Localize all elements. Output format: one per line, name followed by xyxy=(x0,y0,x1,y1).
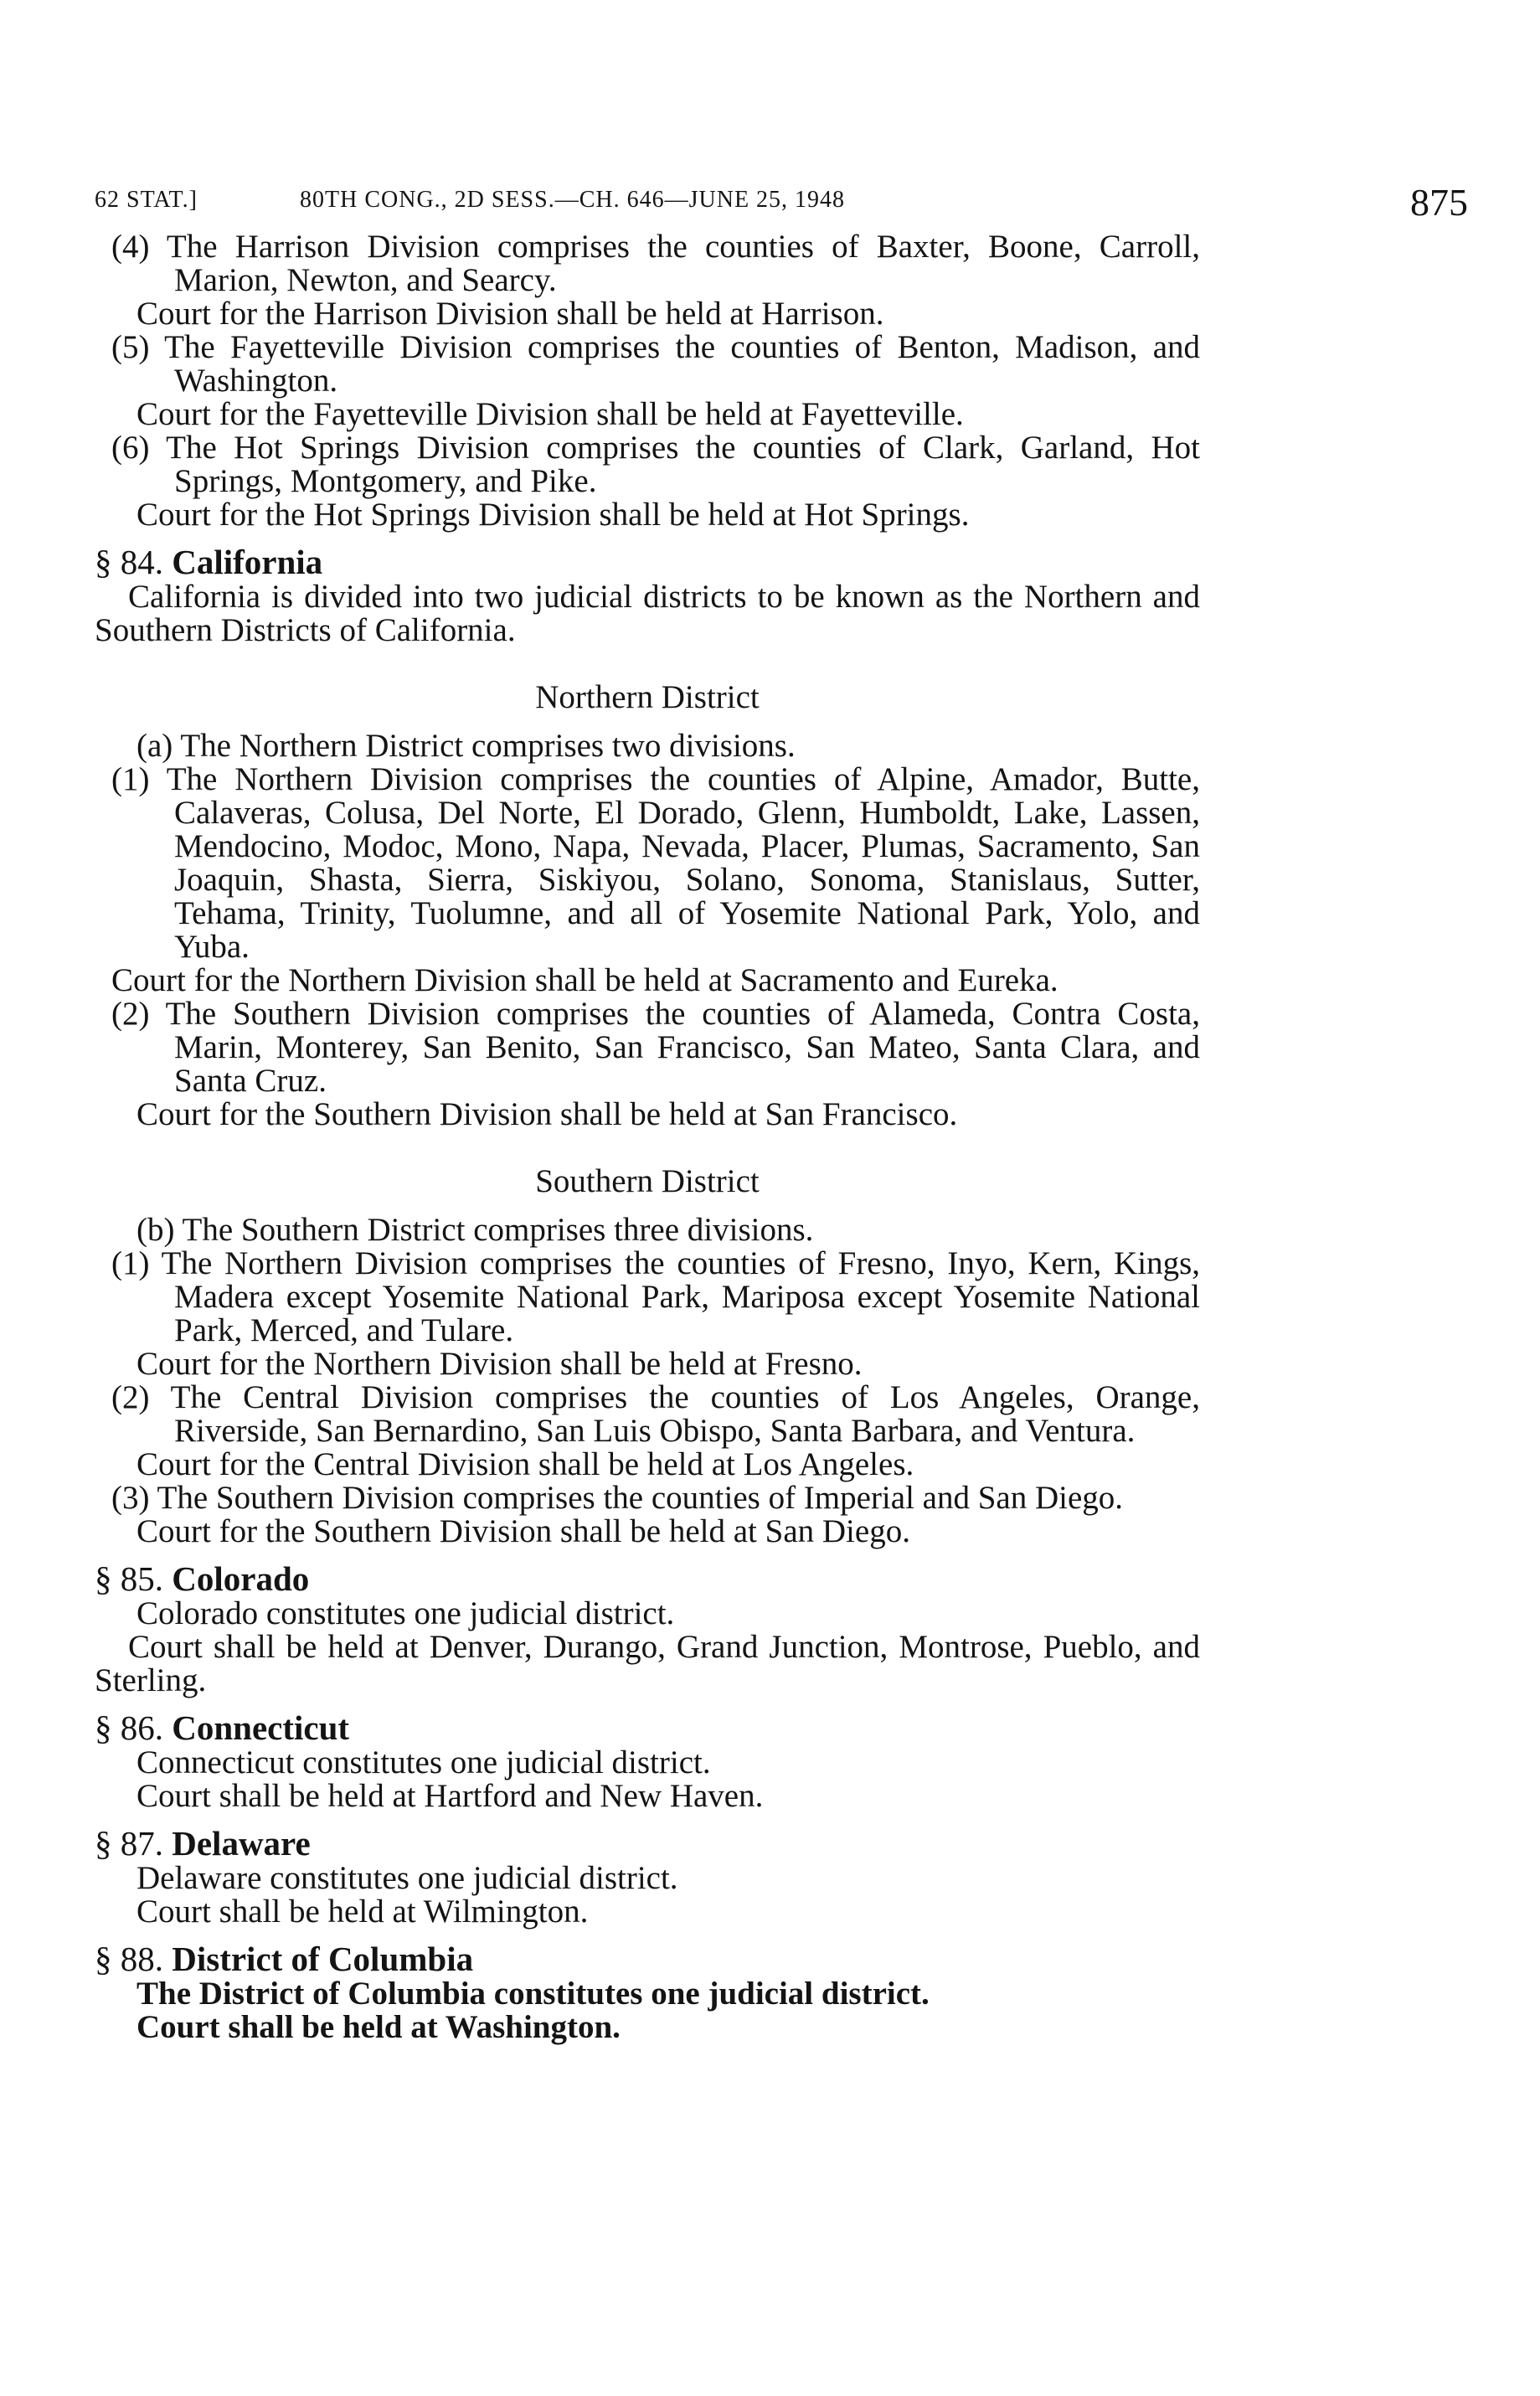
fayetteville-court: Court for the Fayetteville Division shall be held at Fayetteville. xyxy=(136,396,964,432)
colorado-district: Colorado constitutes one judicial district. xyxy=(136,1595,675,1631)
section-title: District of Columbia xyxy=(172,1940,474,1978)
section-86-heading xyxy=(95,1709,1200,1746)
harrison-court: Court for the Harrison Division shall be held at Harrison. xyxy=(136,296,884,332)
section-number: § 86. xyxy=(95,1708,163,1747)
california-intro: California is divided into two judicial districts to be known as the Northern and Southern Districts of California. xyxy=(95,579,1200,648)
delaware-district: Delaware constitutes one judicial district. xyxy=(136,1860,678,1896)
session-citation: 80TH CONG., 2D SESS.—CH. 646—JUNE 25, 1948 xyxy=(300,187,846,213)
dc-court: Court shall be held at Washington. xyxy=(136,2009,621,2045)
northern-district-title: Northern District xyxy=(535,679,760,715)
southern-district-title: Southern District xyxy=(535,1163,760,1199)
section-88-heading xyxy=(95,1940,1200,1977)
page-body xyxy=(95,230,1200,2044)
connecticut-district: Connecticut constitutes one judicial district. xyxy=(136,1744,711,1780)
section-title: Connecticut xyxy=(172,1708,350,1747)
page-number: 875 xyxy=(1410,181,1468,224)
harrison-division: (4) The Harrison Division comprises the counties of Baxter, Boone, Carroll, Marion, Newton, and Searcy. xyxy=(111,229,1200,298)
southern-district-division-1: (1) The Northern Division comprises the counties of Fresno, Inyo, Kern, Kings, Madera except Yosemite National Park, Mariposa except Yosemite National Park, Merced, and Tulare. xyxy=(111,1245,1200,1348)
section-87-heading xyxy=(95,1825,1200,1862)
running-header xyxy=(95,180,1468,230)
northern-district-division-1: (1) The Northern Division comprises the counties of Alpine, Amador, Butte, Calaveras, Colusa, Del Norte, El Dorado, Glenn, Humboldt, Lake, Lassen, Mendocino, Modoc, Mono, Napa, Nevada, Placer, Plumas, Sacramento, San Joaquin, Shasta, Sierra, Siskiyou, Solano, Sonoma, Stanislaus, Sutter, Tehama, Trinity, Tuolumne, and all of Yosemite National Park, Yolo, and Yuba. xyxy=(111,761,1200,965)
section-title: California xyxy=(172,543,323,581)
section-85-heading xyxy=(95,1560,1200,1597)
southern-district-division-3: (3) The Southern Division comprises the counties of Imperial and San Diego. xyxy=(111,1480,1124,1516)
section-84-heading xyxy=(95,544,1200,580)
section-number: § 87. xyxy=(95,1824,163,1863)
northern-district-a: (a) The Northern District comprises two divisions. xyxy=(136,728,796,764)
dc-district: The District of Columbia constitutes one judicial district. xyxy=(136,1976,930,2012)
southern-district-division-2-court: Court for the Central Division shall be held at Los Angeles. xyxy=(136,1446,914,1482)
section-number: § 84. xyxy=(95,543,163,581)
fayetteville-division: (5) The Fayetteville Division comprises the counties of Benton, Madison, and Washington. xyxy=(111,329,1200,399)
northern-district-division-2-court: Court for the Southern Division shall be held at San Francisco. xyxy=(136,1096,958,1132)
section-number: § 85. xyxy=(95,1559,163,1598)
southern-district-division-1-court: Court for the Northern Division shall be held at Fresno. xyxy=(136,1346,863,1382)
southern-district-division-2: (2) The Central Division comprises the counties of Los Angeles, Orange, Riverside, San Bernardino, San Luis Obispo, Santa Barbara, and Ventura. xyxy=(111,1379,1200,1449)
statute-volume: 62 STAT.] xyxy=(95,187,198,213)
section-title: Colorado xyxy=(172,1559,310,1598)
hot-springs-court: Court for the Hot Springs Division shall be held at Hot Springs. xyxy=(136,497,970,533)
southern-district-division-3-court: Court for the Southern Division shall be held at San Diego. xyxy=(136,1513,910,1549)
connecticut-court: Court shall be held at Hartford and New Haven. xyxy=(136,1778,764,1814)
section-title: Delaware xyxy=(172,1824,311,1863)
delaware-court: Court shall be held at Wilmington. xyxy=(136,1894,589,1930)
hot-springs-division: (6) The Hot Springs Division comprises the counties of Clark, Garland, Hot Springs, Montgomery, and Pike. xyxy=(111,430,1200,499)
northern-district-division-1-court: Court for the Northern Division shall be held at Sacramento and Eureka. xyxy=(111,962,1058,998)
northern-district-division-2: (2) The Southern Division comprises the counties of Alameda, Contra Costa, Marin, Monterey, San Benito, San Francisco, San Mateo, Santa Clara, and Santa Cruz. xyxy=(111,996,1200,1099)
southern-district-b: (b) The Southern District comprises three divisions. xyxy=(136,1212,814,1248)
section-number: § 88. xyxy=(95,1940,163,1978)
colorado-court: Court shall be held at Denver, Durango, Grand Junction, Montrose, Pueblo, and Sterling. xyxy=(95,1629,1200,1698)
